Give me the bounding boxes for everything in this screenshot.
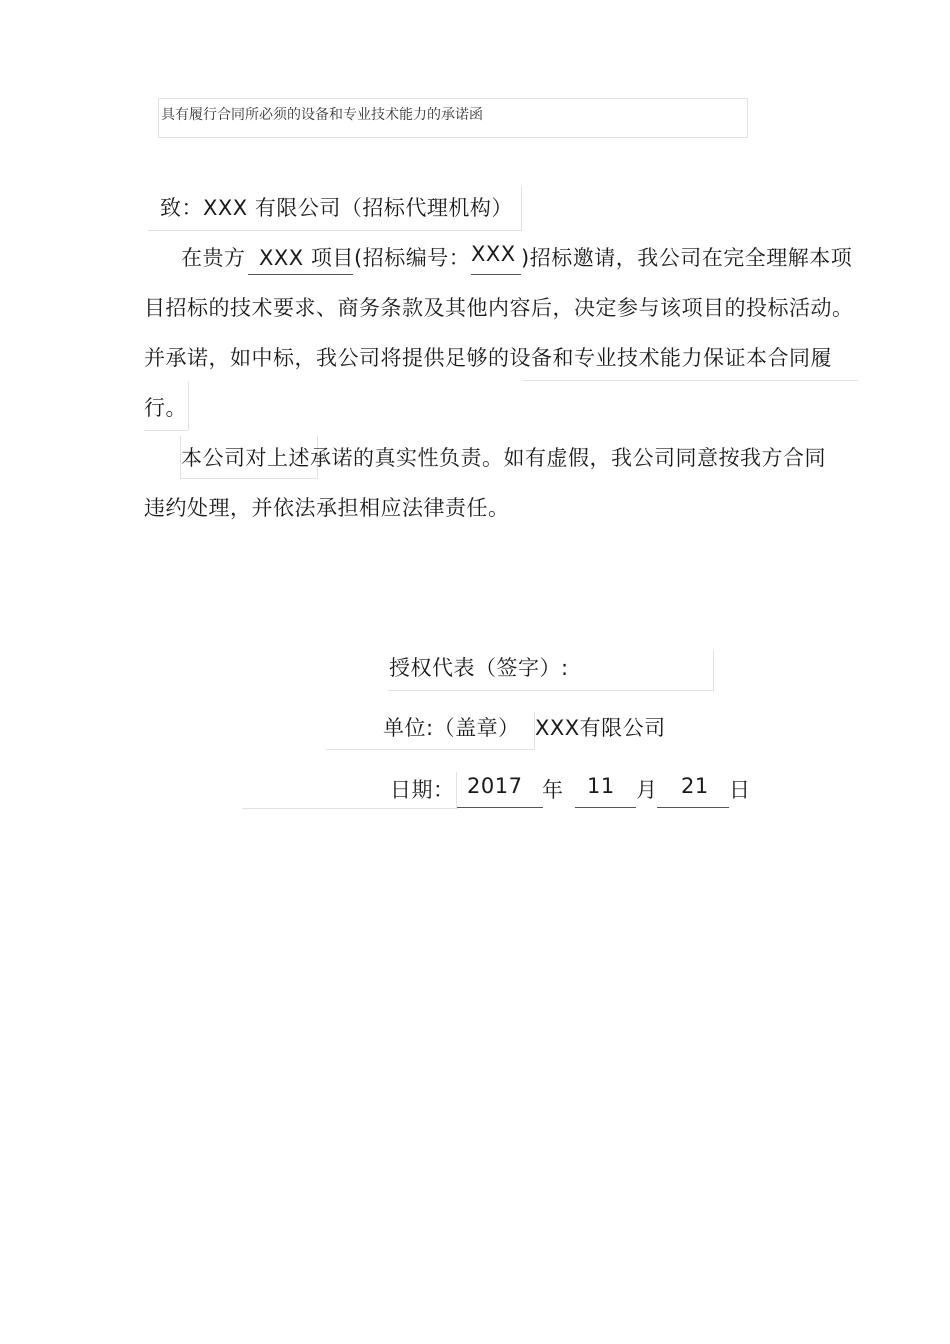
line4-frame-right <box>188 382 189 430</box>
rep-frame-bottom <box>388 690 714 691</box>
line4-frame-bottom <box>144 430 188 431</box>
date-year: 2017 <box>467 774 523 798</box>
tender-number-underline <box>471 274 521 275</box>
date-day-underline <box>657 807 729 808</box>
tender-number: XXX <box>471 242 516 266</box>
paragraph1-text-b: (招标编号： <box>354 246 471 270</box>
unit-value: XXX有限公司 <box>535 716 666 740</box>
project-name-underline <box>248 274 353 275</box>
date-day: 21 <box>681 774 709 798</box>
date-frame-bottom <box>242 808 458 809</box>
rep-frame-right <box>713 650 714 690</box>
authorized-rep-label: 授权代表（签字）: <box>389 656 569 680</box>
date-day-unit: 日 <box>729 778 751 802</box>
date-year-unit: 年 <box>542 778 564 802</box>
document-header-title: 具有履行合同所必须的设备和专业技术能力的承诺函 <box>161 107 483 123</box>
date-label: 日期： <box>390 778 455 802</box>
unit-label: 单位:（盖章） <box>383 716 520 740</box>
paragraph1-line2: 目招标的技术要求、商务条款及其他内容后，决定参与该项目的投标活动。 <box>144 296 854 320</box>
recipient-line: 致：XXX 有限公司（招标代理机构） <box>160 196 513 220</box>
date-month: 11 <box>587 774 615 798</box>
recipient-frame-right <box>521 186 522 230</box>
paragraph1-text-c: )招标邀请，我公司在完全理解本项 <box>521 246 853 270</box>
date-year-underline <box>457 807 543 808</box>
project-name: XXX 项目 <box>259 246 354 270</box>
paragraph2-line1: 本公司对上述承诺的真实性负责。如有虚假，我公司同意按我方合同 <box>181 446 826 470</box>
paragraph1-line3: 并承诺，如中标，我公司将提供足够的设备和专业技术能力保证本合同履 <box>144 346 832 370</box>
date-month-unit: 月 <box>636 778 658 802</box>
paragraph1-line4: 行。 <box>144 396 187 420</box>
paragraph1-text-a: 在贵方 <box>181 246 246 270</box>
date-month-underline <box>575 807 636 808</box>
date-frame-divider <box>456 772 457 808</box>
paragraph2-line2: 违约处理，并依法承担相应法律责任。 <box>144 496 510 520</box>
unit-frame-bottom <box>326 749 534 750</box>
recipient-frame-bottom <box>148 230 522 231</box>
line3-frame-bottom <box>522 380 858 381</box>
